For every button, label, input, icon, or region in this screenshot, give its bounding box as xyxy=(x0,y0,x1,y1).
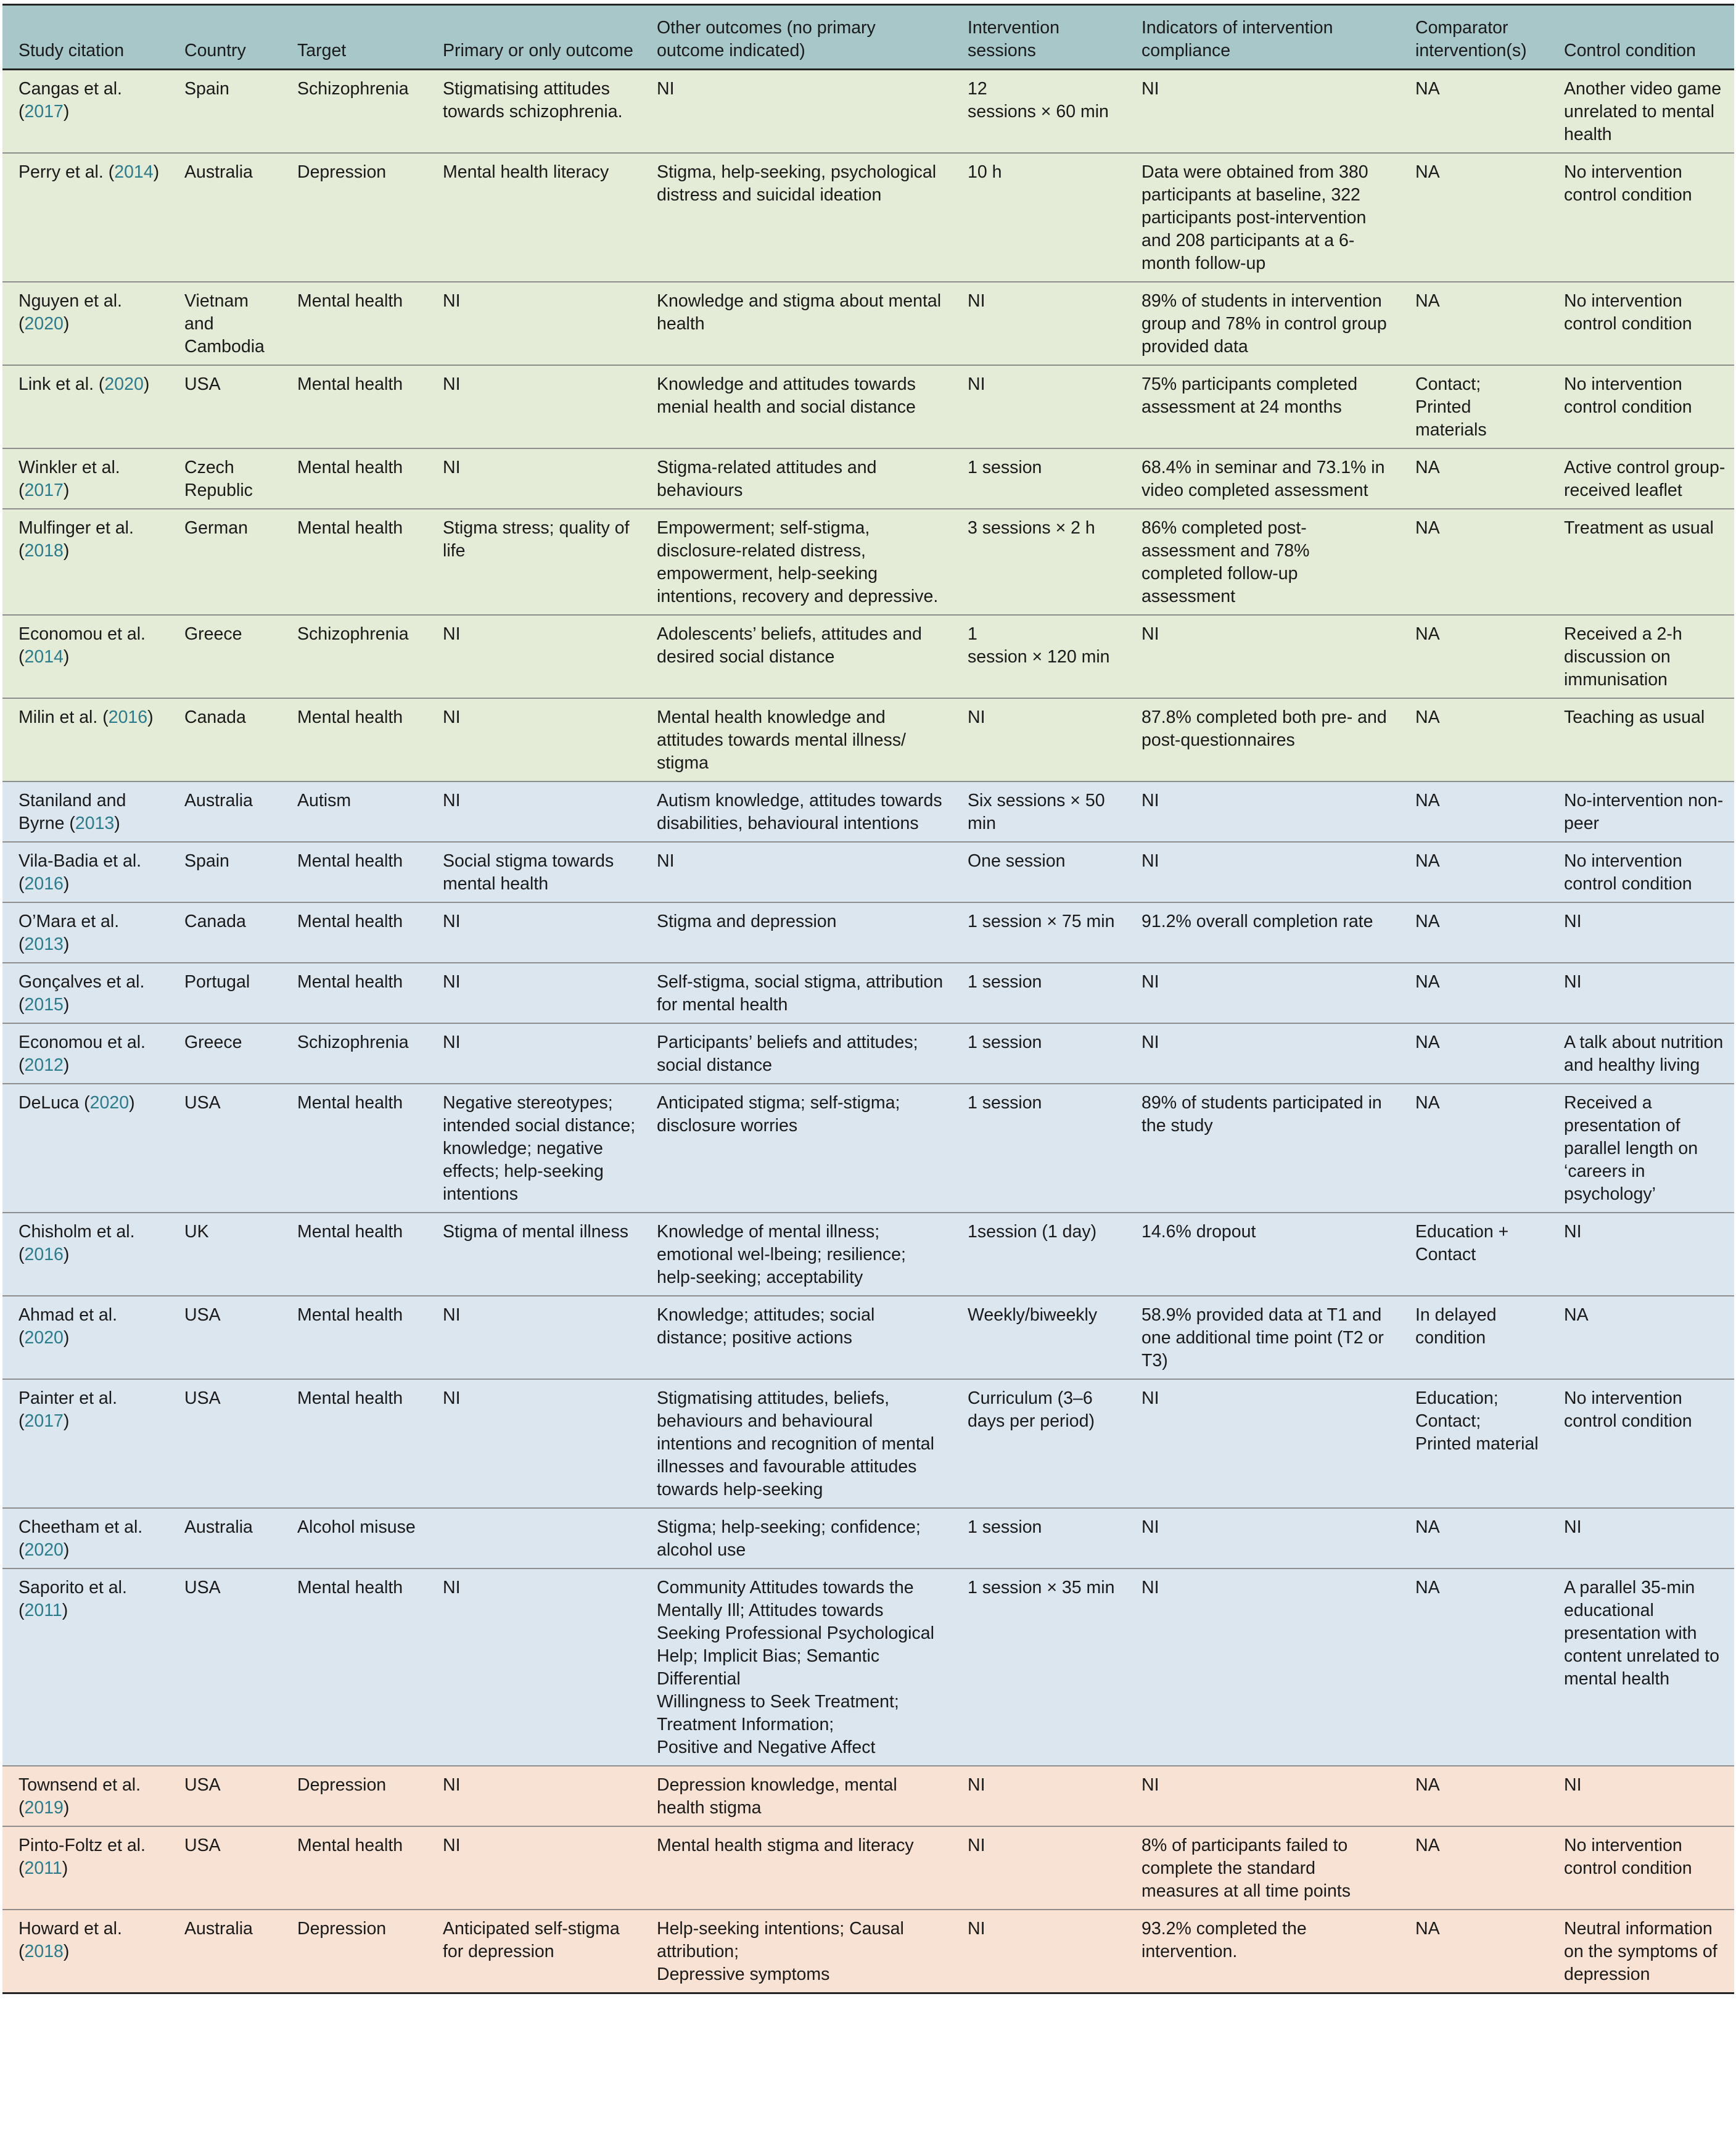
comparator-cell: NA xyxy=(1399,282,1548,365)
other-outcomes-cell: Participants’ beliefs and attitudes; social distance xyxy=(641,1023,952,1084)
compliance-cell: 86% completed post-assessment and 78% completed follow-up assessment xyxy=(1125,509,1399,615)
sessions-cell: NI xyxy=(952,698,1125,781)
compliance-cell: 58.9% provided data at T1 and one additional time point (T2 or T3) xyxy=(1125,1296,1399,1379)
primary-outcome-cell: NI xyxy=(427,1379,641,1508)
other-outcomes-cell: Anticipated stigma; self-stigma; disclosure worries xyxy=(641,1084,952,1213)
citation-author: Economou et al. xyxy=(19,624,146,644)
compliance-cell: NI xyxy=(1125,70,1399,154)
citation-year-link[interactable]: 2017 xyxy=(24,102,64,122)
target-cell: Mental health xyxy=(281,963,427,1023)
citation-year-link[interactable]: 2017 xyxy=(24,1411,64,1431)
citation-cell: DeLuca (2020) xyxy=(2,1084,168,1213)
table-row xyxy=(2,1568,1734,1766)
other-outcomes-cell: Knowledge and stigma about mental health xyxy=(641,282,952,365)
target-cell: Mental health xyxy=(281,698,427,781)
primary-outcome-cell: Stigmatising attitudes towards schizophrenia. xyxy=(427,70,641,154)
compliance-cell: NI xyxy=(1125,963,1399,1023)
control-condition-cell: No intervention control condition xyxy=(1548,365,1734,448)
citation-author: Cangas et al. xyxy=(19,79,122,99)
control-condition-cell: Received a 2-h discussion on immunisation xyxy=(1548,615,1734,698)
comparator-cell: NA xyxy=(1399,509,1548,615)
citation-cell: Economou et al. (2012) xyxy=(2,1023,168,1084)
primary-outcome-cell: Social stigma towards mental health xyxy=(427,842,641,902)
control-condition-cell: No intervention control condition xyxy=(1548,1826,1734,1910)
other-outcomes-cell: Community Attitudes towards the Mentally Ill; Attitudes towards Seeking Professional Psychological Help; Implicit Bias; Semantic Differential Willingness to Seek Treatment; Treatment Information; Positive and Negative Affect xyxy=(641,1568,952,1766)
target-cell: Depression xyxy=(281,1910,427,1993)
primary-outcome-cell: NI xyxy=(427,902,641,963)
sessions-cell: 12 sessions × 60 min xyxy=(952,70,1125,154)
primary-outcome-cell: Stigma stress; quality of life xyxy=(427,509,641,615)
sessions-cell: 1 session × 35 min xyxy=(952,1568,1125,1766)
table-header xyxy=(2,5,1734,70)
other-outcomes-cell: Stigma; help-seeking; confidence; alcohol use xyxy=(641,1508,952,1568)
header-control-condition: Control condition xyxy=(1548,5,1734,70)
target-cell: Depression xyxy=(281,1766,427,1826)
other-outcomes-cell: Knowledge of mental illness; emotional wel-lbeing; resilience; help-seeking; acceptability xyxy=(641,1213,952,1296)
target-cell: Mental health xyxy=(281,1213,427,1296)
primary-outcome-cell xyxy=(427,1508,641,1568)
table-row xyxy=(2,1766,1734,1826)
table-row xyxy=(2,698,1734,781)
sessions-cell: Curriculum (3–6 days per period) xyxy=(952,1379,1125,1508)
table-row xyxy=(2,781,1734,842)
comparator-cell: NA xyxy=(1399,1766,1548,1826)
compliance-cell: 91.2% overall completion rate xyxy=(1125,902,1399,963)
citation-cell: Chisholm et al. (2016) xyxy=(2,1213,168,1296)
compliance-cell: 8% of participants failed to complete the standard measures at all time points xyxy=(1125,1826,1399,1910)
control-condition-cell: A parallel 35-min educational presentation with content unrelated to mental health xyxy=(1548,1568,1734,1766)
other-outcomes-cell: Adolescents’ beliefs, attitudes and desired social distance xyxy=(641,615,952,698)
citation-cell: Howard et al. (2018) xyxy=(2,1910,168,1993)
citation-cell: Gonçalves et al. (2015) xyxy=(2,963,168,1023)
compliance-cell: NI xyxy=(1125,615,1399,698)
compliance-cell: 68.4% in seminar and 73.1% in video completed assessment xyxy=(1125,448,1399,509)
citation-cell: Saporito et al. (2011) xyxy=(2,1568,168,1766)
country-cell: USA xyxy=(168,1766,281,1826)
sessions-cell: 1session (1 day) xyxy=(952,1213,1125,1296)
control-condition-cell: No intervention control condition xyxy=(1548,842,1734,902)
table-row xyxy=(2,1213,1734,1296)
compliance-cell: 93.2% completed the intervention. xyxy=(1125,1910,1399,1993)
sessions-cell: 10 h xyxy=(952,153,1125,282)
citation-year-link[interactable]: 2017 xyxy=(24,480,64,500)
control-condition-cell: Received a presentation of parallel length on ‘careers in psychology’ xyxy=(1548,1084,1734,1213)
target-cell: Mental health xyxy=(281,509,427,615)
citation-cell: O’Mara et al. (2013) xyxy=(2,902,168,963)
primary-outcome-cell: NI xyxy=(427,698,641,781)
country-cell: Australia xyxy=(168,1508,281,1568)
table-row xyxy=(2,963,1734,1023)
table-row xyxy=(2,365,1734,448)
control-condition-cell: A talk about nutrition and healthy living xyxy=(1548,1023,1734,1084)
primary-outcome-cell: NI xyxy=(427,615,641,698)
target-cell: Mental health xyxy=(281,1568,427,1766)
citation-cell: Link et al. (2020) xyxy=(2,365,168,448)
target-cell: Mental health xyxy=(281,1296,427,1379)
sessions-cell: NI xyxy=(952,1910,1125,1993)
target-cell: Autism xyxy=(281,781,427,842)
other-outcomes-cell: Help-seeking intentions; Causal attribution; Depressive symptoms xyxy=(641,1910,952,1993)
compliance-cell: NI xyxy=(1125,1766,1399,1826)
country-cell: Australia xyxy=(168,781,281,842)
sessions-cell: 3 sessions × 2 h xyxy=(952,509,1125,615)
header-compliance: Indicators of intervention compliance xyxy=(1125,5,1399,70)
comparator-cell: NA xyxy=(1399,781,1548,842)
citation-author: O’Mara et al. xyxy=(19,912,120,931)
primary-outcome-cell: NI xyxy=(427,365,641,448)
comparator-cell: Contact; Printed materials xyxy=(1399,365,1548,448)
citation-year-link[interactable]: 2020 xyxy=(89,1093,130,1113)
country-cell: USA xyxy=(168,1568,281,1766)
comparator-cell: NA xyxy=(1399,70,1548,154)
citation-year-link[interactable]: 2013 xyxy=(24,934,64,954)
other-outcomes-cell: NI xyxy=(641,842,952,902)
header-intervention-sessions: Intervention sessions xyxy=(952,5,1125,70)
citation-cell: Ahmad et al. (2020) xyxy=(2,1296,168,1379)
citation-year-link[interactable]: 2011 xyxy=(24,1858,62,1878)
citation-author: Perry et al. xyxy=(19,162,104,182)
compliance-cell: 87.8% completed both pre- and post-questionnaires xyxy=(1125,698,1399,781)
table-row xyxy=(2,70,1734,154)
country-cell: USA xyxy=(168,365,281,448)
target-cell: Mental health xyxy=(281,1379,427,1508)
citation-author: DeLuca xyxy=(19,1093,80,1113)
table-row xyxy=(2,902,1734,963)
table-row xyxy=(2,509,1734,615)
header-primary-outcome: Primary or only outcome xyxy=(427,5,641,70)
citation-cell: Perry et al. (2014) xyxy=(2,153,168,282)
comparator-cell: NA xyxy=(1399,1826,1548,1910)
sessions-cell: 1 session xyxy=(952,1084,1125,1213)
citation-cell: Winkler et al. (2017) xyxy=(2,448,168,509)
citation-author: Painter et al. xyxy=(19,1388,118,1408)
country-cell: USA xyxy=(168,1084,281,1213)
control-condition-cell: NI xyxy=(1548,902,1734,963)
comparator-cell: NA xyxy=(1399,1084,1548,1213)
target-cell: Schizophrenia xyxy=(281,70,427,154)
country-cell: Spain xyxy=(168,70,281,154)
other-outcomes-cell: Stigmatising attitudes, beliefs, behaviours and behavioural intentions and recognition of mental illnesses and favourable attitudes towards help-seeking xyxy=(641,1379,952,1508)
table-row xyxy=(2,1084,1734,1213)
primary-outcome-cell: Mental health literacy xyxy=(427,153,641,282)
primary-outcome-cell: NI xyxy=(427,1023,641,1084)
country-cell: Greece xyxy=(168,1023,281,1084)
citation-author: Mulfinger et al. xyxy=(19,518,134,538)
citation-year-link[interactable]: 2018 xyxy=(24,541,64,561)
comparator-cell: NA xyxy=(1399,448,1548,509)
other-outcomes-cell: Depression knowledge, mental health stigma xyxy=(641,1766,952,1826)
other-outcomes-cell: Stigma-related attitudes and behaviours xyxy=(641,448,952,509)
other-outcomes-cell: Self-stigma, social stigma, attribution for mental health xyxy=(641,963,952,1023)
compliance-cell: 14.6% dropout xyxy=(1125,1213,1399,1296)
country-cell: Spain xyxy=(168,842,281,902)
citation-year-link[interactable]: 2015 xyxy=(24,995,64,1015)
table-body xyxy=(2,70,1734,1993)
header-country: Country xyxy=(168,5,281,70)
citation-year-link[interactable]: 2020 xyxy=(24,1540,64,1560)
comparator-cell: NA xyxy=(1399,1910,1548,1993)
citation-author: Milin et al. xyxy=(19,707,98,727)
citation-author: Vila-Badia et al. xyxy=(19,851,142,871)
primary-outcome-cell: NI xyxy=(427,963,641,1023)
comparator-cell: NA xyxy=(1399,902,1548,963)
control-condition-cell: Another video game unrelated to mental health xyxy=(1548,70,1734,154)
comparator-cell: Education; Contact; Printed material xyxy=(1399,1379,1548,1508)
control-condition-cell: Active control group-received leaflet xyxy=(1548,448,1734,509)
control-condition-cell: Teaching as usual xyxy=(1548,698,1734,781)
country-cell: USA xyxy=(168,1379,281,1508)
country-cell: Greece xyxy=(168,615,281,698)
sessions-cell: Six sessions × 50 min xyxy=(952,781,1125,842)
header-study-citation: Study citation xyxy=(2,5,168,70)
citation-author: Cheetham et al. xyxy=(19,1517,143,1537)
sessions-cell: 1 session xyxy=(952,448,1125,509)
other-outcomes-cell: Autism knowledge, attitudes towards disabilities, behavioural intentions xyxy=(641,781,952,842)
sessions-cell: NI xyxy=(952,365,1125,448)
citation-cell: Milin et al. (2016) xyxy=(2,698,168,781)
sessions-cell: Weekly/biweekly xyxy=(952,1296,1125,1379)
country-cell: Australia xyxy=(168,153,281,282)
other-outcomes-cell: Knowledge and attitudes towards menial health and social distance xyxy=(641,365,952,448)
citation-year-link[interactable]: 2011 xyxy=(24,1601,62,1620)
table-row xyxy=(2,615,1734,698)
country-cell: Portugal xyxy=(168,963,281,1023)
citation-year-link[interactable]: 2014 xyxy=(24,647,64,667)
citation-cell: Cangas et al. (2017) xyxy=(2,70,168,154)
citation-author: Gonçalves et al. xyxy=(19,972,145,992)
citation-author: Howard et al. xyxy=(19,1919,122,1939)
sessions-cell: 1 session xyxy=(952,963,1125,1023)
primary-outcome-cell: NI xyxy=(427,781,641,842)
target-cell: Mental health xyxy=(281,448,427,509)
primary-outcome-cell: NI xyxy=(427,448,641,509)
citation-year-link[interactable]: 2016 xyxy=(24,1245,64,1264)
citation-author: Pinto-Foltz et al. xyxy=(19,1836,146,1855)
control-condition-cell: NA xyxy=(1548,1296,1734,1379)
country-cell: USA xyxy=(168,1826,281,1910)
control-condition-cell: Neutral information on the symptoms of depression xyxy=(1548,1910,1734,1993)
citation-year-link[interactable]: 2016 xyxy=(24,874,64,894)
comparator-cell: NA xyxy=(1399,615,1548,698)
primary-outcome-cell: NI xyxy=(427,1826,641,1910)
sessions-cell: 1 session xyxy=(952,1508,1125,1568)
table-row xyxy=(2,1379,1734,1508)
control-condition-cell: No intervention control condition xyxy=(1548,282,1734,365)
citation-author: Ahmad et al. xyxy=(19,1305,118,1325)
sessions-cell: 1 session xyxy=(952,1023,1125,1084)
table-row xyxy=(2,1910,1734,1993)
compliance-cell: 89% of students participated in the study xyxy=(1125,1084,1399,1213)
compliance-cell: NI xyxy=(1125,1508,1399,1568)
control-condition-cell: NI xyxy=(1548,1213,1734,1296)
country-cell: USA xyxy=(168,1296,281,1379)
citation-year-link[interactable]: 2012 xyxy=(24,1055,64,1075)
citation-author: Economou et al. xyxy=(19,1033,146,1052)
country-cell: Canada xyxy=(168,698,281,781)
target-cell: Depression xyxy=(281,153,427,282)
target-cell: Mental health xyxy=(281,1084,427,1213)
citation-cell: Painter et al. (2017) xyxy=(2,1379,168,1508)
compliance-cell: 89% of students in intervention group and 78% in control group provided data xyxy=(1125,282,1399,365)
citation-year-link[interactable]: 2016 xyxy=(108,707,148,727)
comparator-cell: Education + Contact xyxy=(1399,1213,1548,1296)
primary-outcome-cell: NI xyxy=(427,1568,641,1766)
table-row xyxy=(2,153,1734,282)
country-cell: Canada xyxy=(168,902,281,963)
target-cell: Schizophrenia xyxy=(281,615,427,698)
control-condition-cell: No intervention control condition xyxy=(1548,1379,1734,1508)
compliance-cell: Data were obtained from 380 participants at baseline, 322 participants post-intervention and 208 participants at a 6-month follow-up xyxy=(1125,153,1399,282)
primary-outcome-cell: NI xyxy=(427,282,641,365)
table-row xyxy=(2,842,1734,902)
citation-year-link[interactable]: 2019 xyxy=(24,1798,64,1818)
primary-outcome-cell: Negative stereotypes; intended social distance; knowledge; negative effects; help-seeking intentions xyxy=(427,1084,641,1213)
control-condition-cell: No-intervention non-peer xyxy=(1548,781,1734,842)
citation-author: Winkler et al. xyxy=(19,458,120,477)
citation-year-link[interactable]: 2020 xyxy=(104,374,144,394)
citation-cell: Mulfinger et al. (2018) xyxy=(2,509,168,615)
citation-year-link[interactable]: 2014 xyxy=(114,162,154,182)
other-outcomes-cell: Empowerment; self-stigma, disclosure-related distress, empowerment, help-seeking intentions, recovery and depressive. xyxy=(641,509,952,615)
primary-outcome-cell: NI xyxy=(427,1766,641,1826)
comparator-cell: NA xyxy=(1399,963,1548,1023)
sessions-cell: 1 session × 120 min xyxy=(952,615,1125,698)
target-cell: Mental health xyxy=(281,842,427,902)
citation-author: Townsend et al. xyxy=(19,1775,141,1795)
compliance-cell: NI xyxy=(1125,842,1399,902)
primary-outcome-cell: Stigma of mental illness xyxy=(427,1213,641,1296)
control-condition-cell: No intervention control condition xyxy=(1548,153,1734,282)
compliance-cell: 75% participants completed assessment at 24 months xyxy=(1125,365,1399,448)
citation-year-link[interactable]: 2018 xyxy=(24,1942,64,1961)
target-cell: Alcohol misuse xyxy=(281,1508,427,1568)
comparator-cell: NA xyxy=(1399,842,1548,902)
citation-author: Staniland and Byrne xyxy=(19,791,126,833)
table-row xyxy=(2,282,1734,365)
control-condition-cell: NI xyxy=(1548,1766,1734,1826)
table-row xyxy=(2,1508,1734,1568)
other-outcomes-cell: Mental health knowledge and attitudes towards mental illness/ stigma xyxy=(641,698,952,781)
citation-cell: Nguyen et al. (2020) xyxy=(2,282,168,365)
sessions-cell: NI xyxy=(952,282,1125,365)
citation-cell: Pinto-Foltz et al. (2011) xyxy=(2,1826,168,1910)
sessions-cell: NI xyxy=(952,1826,1125,1910)
country-cell: Czech Republic xyxy=(168,448,281,509)
other-outcomes-cell: Knowledge; attitudes; social distance; positive actions xyxy=(641,1296,952,1379)
compliance-cell: NI xyxy=(1125,1568,1399,1766)
control-condition-cell: Treatment as usual xyxy=(1548,509,1734,615)
sessions-cell: NI xyxy=(952,1766,1125,1826)
target-cell: Mental health xyxy=(281,902,427,963)
header-row xyxy=(2,5,1734,70)
citation-cell: Vila-Badia et al. (2016) xyxy=(2,842,168,902)
citation-cell: Townsend et al. (2019) xyxy=(2,1766,168,1826)
header-other-outcomes: Other outcomes (no primary outcome indicated) xyxy=(641,5,952,70)
comparator-cell: NA xyxy=(1399,698,1548,781)
comparator-cell: NA xyxy=(1399,153,1548,282)
target-cell: Mental health xyxy=(281,282,427,365)
table-row xyxy=(2,448,1734,509)
comparator-cell: NA xyxy=(1399,1023,1548,1084)
citation-author: Link et al. xyxy=(19,374,94,394)
citation-author: Chisholm et al. xyxy=(19,1222,135,1242)
table-row xyxy=(2,1023,1734,1084)
studies-table xyxy=(2,4,1734,1994)
country-cell: UK xyxy=(168,1213,281,1296)
sessions-cell: One session xyxy=(952,842,1125,902)
target-cell: Mental health xyxy=(281,1826,427,1910)
header-comparator: Comparator intervention(s) xyxy=(1399,5,1548,70)
comparator-cell: NA xyxy=(1399,1568,1548,1766)
country-cell: Australia xyxy=(168,1910,281,1993)
target-cell: Mental health xyxy=(281,365,427,448)
citation-cell: Economou et al. (2014) xyxy=(2,615,168,698)
control-condition-cell: NI xyxy=(1548,963,1734,1023)
country-cell: Vietnam and Cambodia xyxy=(168,282,281,365)
table-row xyxy=(2,1826,1734,1910)
citation-cell: Staniland and Byrne (2013) xyxy=(2,781,168,842)
comparator-cell: In delayed condition xyxy=(1399,1296,1548,1379)
primary-outcome-cell: NI xyxy=(427,1296,641,1379)
target-cell: Schizophrenia xyxy=(281,1023,427,1084)
citation-cell: Cheetham et al. (2020) xyxy=(2,1508,168,1568)
header-target: Target xyxy=(281,5,427,70)
other-outcomes-cell: Stigma and depression xyxy=(641,902,952,963)
compliance-cell: NI xyxy=(1125,781,1399,842)
other-outcomes-cell: NI xyxy=(641,70,952,154)
citation-author: Nguyen et al. xyxy=(19,291,122,311)
sessions-cell: 1 session × 75 min xyxy=(952,902,1125,963)
other-outcomes-cell: Mental health stigma and literacy xyxy=(641,1826,952,1910)
compliance-cell: NI xyxy=(1125,1379,1399,1508)
citation-year-link[interactable]: 2013 xyxy=(75,814,115,833)
citation-year-link[interactable]: 2020 xyxy=(24,314,64,334)
primary-outcome-cell: Anticipated self-stigma for depression xyxy=(427,1910,641,1993)
control-condition-cell: NI xyxy=(1548,1508,1734,1568)
country-cell: German xyxy=(168,509,281,615)
comparator-cell: NA xyxy=(1399,1508,1548,1568)
compliance-cell: NI xyxy=(1125,1023,1399,1084)
citation-author: Saporito et al. xyxy=(19,1578,127,1597)
citation-year-link[interactable]: 2020 xyxy=(24,1328,64,1348)
other-outcomes-cell: Stigma, help-seeking, psychological distress and suicidal ideation xyxy=(641,153,952,282)
table-row xyxy=(2,1296,1734,1379)
